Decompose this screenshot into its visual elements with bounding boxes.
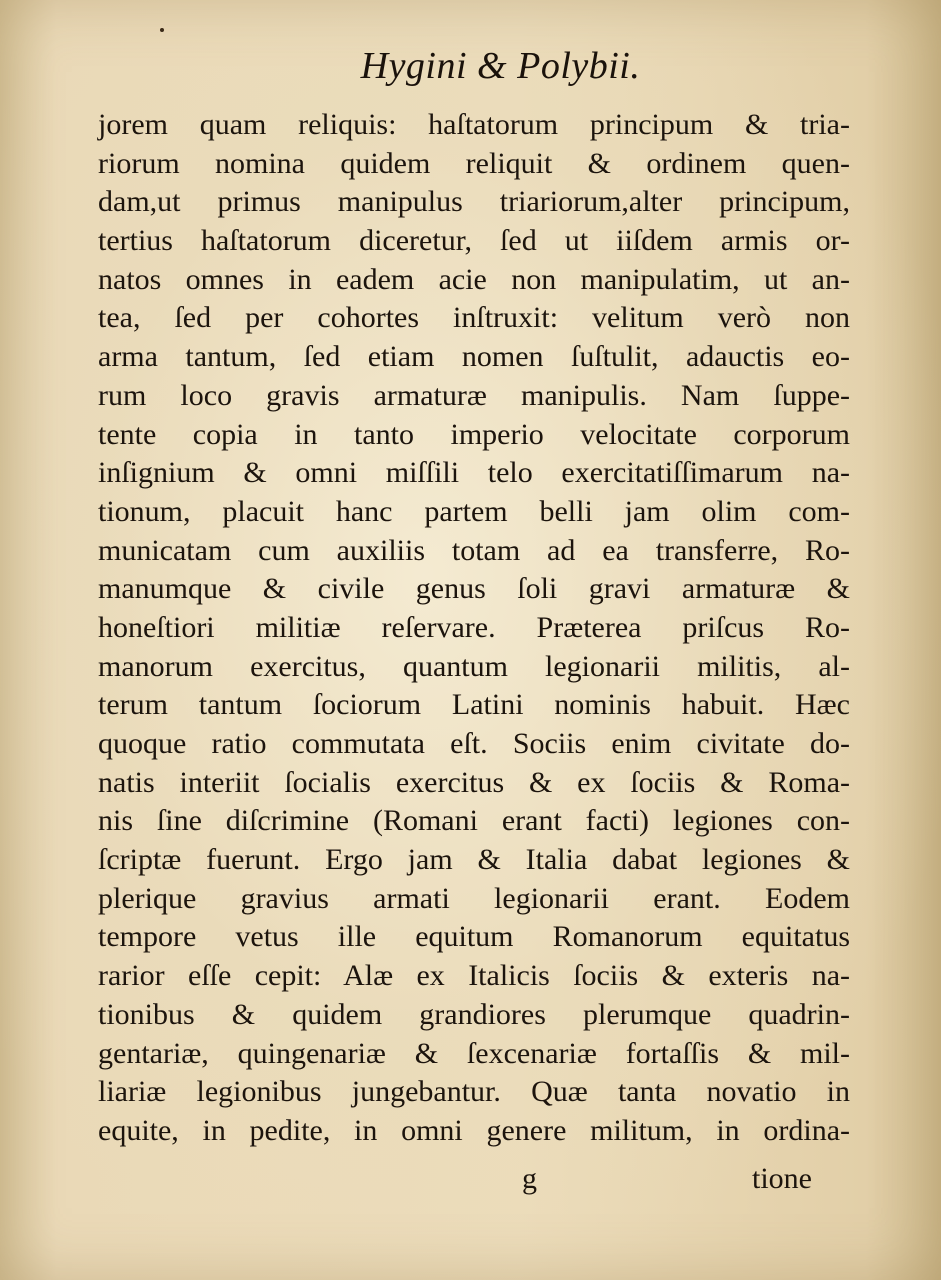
text-line: tente copia in tanto imperio velocitate corporum <box>98 417 850 451</box>
text-line: quoque ratio commutata eſt. Sociis enim civitate do- <box>98 727 850 760</box>
text-line: equite, in pedite, in omni genere militum, in ordina- <box>98 1113 850 1147</box>
text-line: municatam cum auxiliis totam ad ea transferre, Ro- <box>98 533 850 567</box>
text-line: tionibus & quidem grandiores plerumque quadrin- <box>98 997 850 1031</box>
running-head <box>0 44 941 88</box>
text-line: tionum, placuit hanc partem belli jam olim com- <box>98 494 850 528</box>
text-line: natis interiit ſocialis exercitus & ex ſociis & Roma- <box>98 765 850 799</box>
text-line: honeſtiori militiæ reſervare. Præterea priſcus Ro- <box>98 610 850 644</box>
signature-mark: g <box>522 1162 537 1195</box>
page-footer <box>0 1160 941 1200</box>
text-line: gentariæ, quingenariæ & ſexcenariæ fortaſſis & mil- <box>98 1036 850 1070</box>
text-line: liariæ legionibus jungebantur. Quæ tanta novatio in <box>98 1075 850 1109</box>
text-line: plerique gravius armati legionarii erant. Eodem <box>98 881 850 915</box>
text-line: dam,ut primus manipulus triariorum,alter principum, <box>98 185 850 219</box>
text-line: rarior eſſe cepit: Alæ ex Italicis ſociis & exteris na- <box>98 959 850 993</box>
text-line: tempore vetus ille equitum Romanorum equitatus <box>98 920 850 954</box>
text-line: riorum nomina quidem reliquit & ordinem quen- <box>98 146 850 180</box>
text-line: tertius haſtatorum diceretur, ſed ut iiſdem armis or- <box>98 224 850 258</box>
text-line: manumque & civile genus ſoli gravi armaturæ & <box>98 572 850 606</box>
text-line: terum tantum ſociorum Latini nominis habuit. Hæc <box>98 688 850 722</box>
body-text <box>98 106 850 1151</box>
text-line: tea, ſed per cohortes inſtruxit: velitum verò non <box>98 301 850 335</box>
text-line: arma tantum, ſed etiam nomen ſuſtulit, adauctis eo- <box>98 340 850 374</box>
text-line: manorum exercitus, quantum legionarii militis, al- <box>98 649 850 683</box>
text-line: rum loco gravis armaturæ manipulis. Nam ſuppe- <box>98 378 850 412</box>
text-line: nis ſine diſcrimine (Romani erant facti) legiones con- <box>98 804 850 838</box>
ink-speck <box>160 28 164 32</box>
running-head-text: Hygini & Polybii. <box>360 45 641 87</box>
text-line: jorem quam reliquis: haſtatorum principum & tria- <box>98 108 850 141</box>
text-line: natos omnes in eadem acie non manipulatim, ut an- <box>98 262 850 296</box>
text-line: ſcriptæ fuerunt. Ergo jam & Italia dabat legiones & <box>98 843 850 877</box>
catchword: tione <box>752 1162 812 1195</box>
text-line: inſignium & omni miſſili telo exercitatiſſimarum na- <box>98 456 850 490</box>
